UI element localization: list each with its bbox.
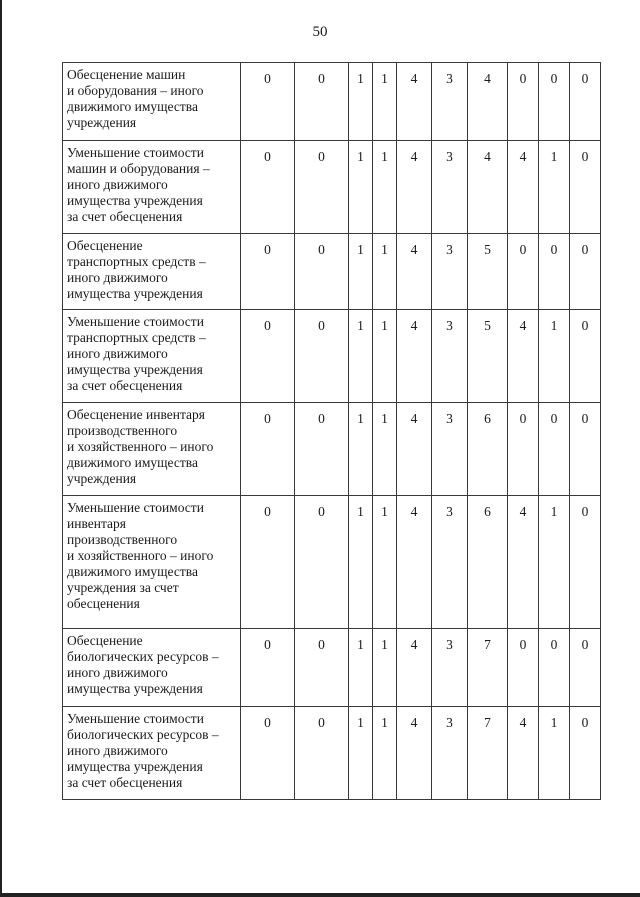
table-row <box>63 629 601 707</box>
code-digit-cell: 1 <box>349 496 373 629</box>
code-digit-cell: 1 <box>373 496 397 629</box>
row-label-line: иного движимого <box>67 270 168 285</box>
code-digit-cell: 0 <box>570 63 601 141</box>
code-digit-cell: 4 <box>397 629 432 707</box>
row-label-line: и оборудования – иного <box>67 83 204 98</box>
row-label-cell <box>63 63 241 141</box>
table-row <box>63 234 601 310</box>
code-digit-cell: 0 <box>241 310 295 403</box>
row-label-line: машин и оборудования – <box>67 161 210 176</box>
row-label-line: иного движимого <box>67 177 168 192</box>
row-label-line: имущества учреждения <box>67 193 203 208</box>
code-digit-cell: 3 <box>432 310 468 403</box>
code-digit-cell: 0 <box>241 496 295 629</box>
table-body <box>63 63 601 800</box>
code-digit-cell: 4 <box>397 496 432 629</box>
row-label-line: движимого имущества <box>67 99 198 114</box>
code-digit-cell: 4 <box>397 63 432 141</box>
code-digit-cell: 4 <box>508 310 539 403</box>
row-label-line: транспортных средств – <box>67 254 206 269</box>
code-digit-cell: 0 <box>539 63 570 141</box>
code-digit-cell: 5 <box>468 310 508 403</box>
code-digit-cell: 3 <box>432 403 468 496</box>
code-digit-cell: 4 <box>468 141 508 234</box>
page-number: 50 <box>312 24 328 40</box>
code-digit-cell: 7 <box>468 629 508 707</box>
row-label-line: Обесценение <box>67 633 143 648</box>
code-digit-cell: 1 <box>539 707 570 800</box>
code-digit-cell: 0 <box>295 141 349 234</box>
code-digit-cell: 4 <box>397 141 432 234</box>
row-label-line: имущества учреждения <box>67 362 203 377</box>
row-label-cell <box>63 707 241 800</box>
code-digit-cell: 1 <box>373 141 397 234</box>
code-digit-cell: 1 <box>349 63 373 141</box>
code-digit-cell: 1 <box>373 310 397 403</box>
code-digit-cell: 4 <box>508 496 539 629</box>
table-row <box>63 403 601 496</box>
row-label-line: Уменьшение стоимости <box>67 314 204 329</box>
account-codes-table <box>62 62 601 800</box>
code-digit-cell: 4 <box>397 707 432 800</box>
code-digit-cell: 0 <box>570 629 601 707</box>
code-digit-cell: 1 <box>373 234 397 310</box>
code-digit-cell: 0 <box>241 707 295 800</box>
code-digit-cell: 0 <box>241 63 295 141</box>
code-digit-cell: 0 <box>570 403 601 496</box>
code-digit-cell: 4 <box>397 234 432 310</box>
row-label-line: имущества учреждения <box>67 286 203 301</box>
code-digit-cell: 4 <box>508 707 539 800</box>
scan-bottom-edge <box>0 893 640 897</box>
code-digit-cell: 0 <box>295 707 349 800</box>
code-digit-cell: 0 <box>570 707 601 800</box>
row-label-line: движимого имущества <box>67 564 198 579</box>
code-digit-cell: 1 <box>539 310 570 403</box>
code-digit-cell: 4 <box>468 63 508 141</box>
row-label-line: имущества учреждения <box>67 681 203 696</box>
code-digit-cell: 3 <box>432 141 468 234</box>
code-digit-cell: 0 <box>295 403 349 496</box>
row-label-line: производственного <box>67 532 178 547</box>
row-label-line: за счет обесценения <box>67 775 183 790</box>
code-digit-cell: 1 <box>539 141 570 234</box>
row-label-line: имущества учреждения <box>67 759 203 774</box>
code-digit-cell: 0 <box>539 234 570 310</box>
code-digit-cell: 0 <box>295 310 349 403</box>
code-digit-cell: 0 <box>570 496 601 629</box>
code-digit-cell: 1 <box>349 629 373 707</box>
code-digit-cell: 4 <box>397 403 432 496</box>
code-digit-cell: 5 <box>468 234 508 310</box>
row-label-line: обесценения <box>67 596 140 611</box>
code-digit-cell: 0 <box>241 141 295 234</box>
code-digit-cell: 7 <box>468 707 508 800</box>
code-digit-cell: 1 <box>349 141 373 234</box>
table-row <box>63 141 601 234</box>
code-digit-cell: 0 <box>508 234 539 310</box>
code-digit-cell: 1 <box>373 63 397 141</box>
code-digit-cell: 0 <box>241 629 295 707</box>
row-label-line: Обесценение машин <box>67 67 186 82</box>
row-label-cell <box>63 496 241 629</box>
code-digit-cell: 0 <box>508 629 539 707</box>
code-digit-cell: 1 <box>373 629 397 707</box>
code-digit-cell: 1 <box>539 496 570 629</box>
row-label-line: учреждения <box>67 115 137 130</box>
table-row <box>63 63 601 141</box>
row-label-line: иного движимого <box>67 743 168 758</box>
code-digit-cell: 0 <box>539 403 570 496</box>
code-digit-cell: 1 <box>373 707 397 800</box>
row-label-line: и хозяйственного – иного <box>67 439 214 454</box>
code-digit-cell: 1 <box>373 403 397 496</box>
code-digit-cell: 0 <box>570 234 601 310</box>
row-label-line: Уменьшение стоимости <box>67 711 204 726</box>
code-digit-cell: 6 <box>468 496 508 629</box>
row-label-line: Обесценение инвентаря <box>67 407 205 422</box>
scan-left-edge <box>0 0 2 897</box>
code-digit-cell: 0 <box>570 141 601 234</box>
row-label-cell <box>63 141 241 234</box>
code-digit-cell: 1 <box>349 707 373 800</box>
code-digit-cell: 0 <box>295 629 349 707</box>
code-digit-cell: 3 <box>432 234 468 310</box>
code-digit-cell: 0 <box>508 63 539 141</box>
row-label-line: движимого имущества <box>67 455 198 470</box>
code-digit-cell: 0 <box>295 63 349 141</box>
code-digit-cell: 6 <box>468 403 508 496</box>
row-label-line: производственного <box>67 423 178 438</box>
table-row <box>63 496 601 629</box>
code-digit-cell: 0 <box>295 496 349 629</box>
row-label-line: Уменьшение стоимости <box>67 500 204 515</box>
code-digit-cell: 1 <box>349 310 373 403</box>
row-label-cell <box>63 403 241 496</box>
code-digit-cell: 0 <box>241 403 295 496</box>
row-label-line: биологических ресурсов – <box>67 727 219 742</box>
row-label-line: биологических ресурсов – <box>67 649 219 664</box>
code-digit-cell: 1 <box>349 234 373 310</box>
row-label-line: Уменьшение стоимости <box>67 145 204 160</box>
code-digit-cell: 4 <box>508 141 539 234</box>
code-digit-cell: 3 <box>432 707 468 800</box>
row-label-line: иного движимого <box>67 665 168 680</box>
code-digit-cell: 3 <box>432 63 468 141</box>
row-label-line: транспортных средств – <box>67 330 206 345</box>
code-digit-cell: 3 <box>432 496 468 629</box>
row-label-line: иного движимого <box>67 346 168 361</box>
code-digit-cell: 1 <box>349 403 373 496</box>
row-label-line: учреждения за счет <box>67 580 179 595</box>
row-label-cell <box>63 234 241 310</box>
row-label-line: инвентаря <box>67 516 126 531</box>
row-label-cell <box>63 310 241 403</box>
code-digit-cell: 0 <box>295 234 349 310</box>
row-label-line: учреждения <box>67 471 137 486</box>
table-row <box>63 707 601 800</box>
code-digit-cell: 4 <box>397 310 432 403</box>
row-label-line: за счет обесценения <box>67 378 183 393</box>
row-label-line: Обесценение <box>67 238 143 253</box>
code-digit-cell: 0 <box>570 310 601 403</box>
row-label-line: и хозяйственного – иного <box>67 548 214 563</box>
row-label-line: за счет обесценения <box>67 209 183 224</box>
row-label-cell <box>63 629 241 707</box>
code-digit-cell: 3 <box>432 629 468 707</box>
code-digit-cell: 0 <box>508 403 539 496</box>
code-digit-cell: 0 <box>539 629 570 707</box>
code-digit-cell: 0 <box>241 234 295 310</box>
table-row <box>63 310 601 403</box>
